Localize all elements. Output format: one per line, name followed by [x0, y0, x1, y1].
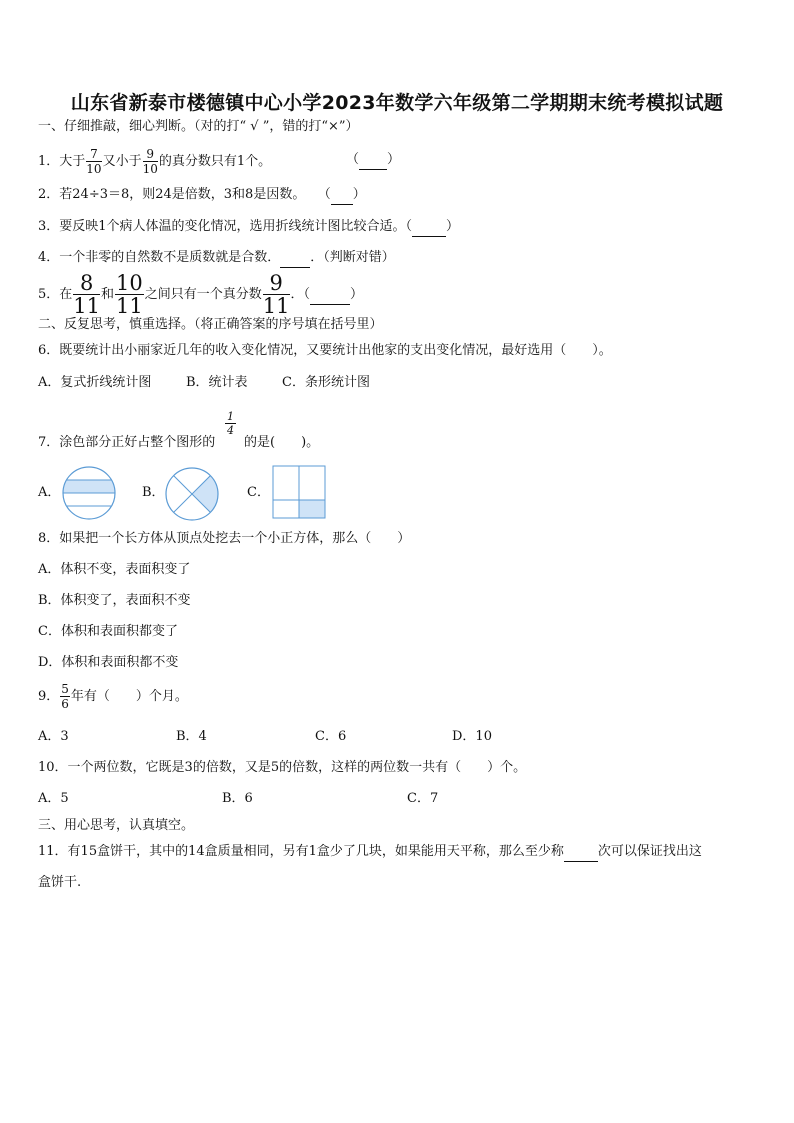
q10-option-b[interactable]: B．6: [222, 791, 253, 806]
q6-option-a[interactable]: A．复式折线统计图: [38, 375, 152, 390]
question-10: 10．一个两位数，它既是3的倍数，又是5的倍数，这样的两位数一共有（ ）个。: [38, 760, 527, 775]
answer-blank[interactable]: [280, 249, 310, 268]
q7-option-c-label[interactable]: C．: [247, 485, 270, 500]
q10-option-a[interactable]: A．5: [38, 791, 69, 806]
question-1-answer-parens: （ ）: [346, 151, 400, 170]
q9-option-d[interactable]: D．10: [452, 729, 492, 744]
fraction-9-11: $\frac{9}{11}$: [262, 271, 290, 318]
answer-blank[interactable]: [331, 186, 353, 205]
q8-option-b[interactable]: B．体积变了，表面积不变: [38, 593, 191, 608]
fraction-1-4: 1 4: [227, 410, 234, 437]
question-11-line2: 盒饼干.: [38, 875, 82, 890]
question-4: 4．一个非零的自然数不是质数就是合数． ．（判断对错）: [38, 249, 395, 268]
fraction-10-11: $\frac{10}{11}$: [116, 271, 143, 318]
question-11: 11．有15盒饼干，其中的14盒质量相同，另有1盒少了几块，如果能用天平称，那么至少称 次可以保证找出这: [38, 843, 702, 862]
q7-figure-b-circle[interactable]: [164, 466, 220, 522]
question-2: 2．若24÷3＝8，则24是倍数，3和8是因数。 （ ）: [38, 186, 366, 205]
question-7: 7．涂色部分正好占整个图形的: [38, 435, 216, 450]
question-6: 6．既要统计出小丽家近几年的收入变化情况，又要统计出他家的支出变化情况，最好选用（ ）。: [38, 343, 612, 358]
question-9: 9． $\frac{5}{6}$ 年有（ ）个月。: [38, 682, 188, 711]
answer-blank[interactable]: [310, 286, 350, 305]
q7-option-b-label[interactable]: B．: [142, 485, 165, 500]
section-3-heading: 三、用心思考，认真填空。: [38, 818, 195, 833]
q10-option-c[interactable]: C．7: [407, 791, 439, 806]
answer-blank[interactable]: [359, 151, 387, 170]
q8-option-a[interactable]: A．体积不变，表面积变了: [38, 562, 191, 577]
question-5: 5．在 $\frac{8}{11}$ 和 $\frac{10}{11}$ 之间只有一个真分数 $\frac{9}{11}$ ．（ ）: [38, 271, 364, 318]
q7-figure-a-circle[interactable]: [62, 466, 116, 520]
fraction-5-6: $\frac{5}{6}$: [61, 682, 69, 711]
answer-blank[interactable]: [412, 218, 446, 237]
section-2-heading: 二、反复思考，慎重选择。（将正确答案的序号填在括号里）: [38, 317, 383, 332]
q6-option-c[interactable]: C．条形统计图: [282, 375, 370, 390]
question-7-tail: 的是( )。: [244, 435, 320, 450]
fraction-9-10: $\frac{9}{10}$: [142, 147, 158, 176]
q7-option-a-label[interactable]: A．: [38, 485, 61, 500]
answer-blank[interactable]: [564, 843, 598, 862]
section-1-heading: 一、仔细推敲，细心判断。（对的打“ √ ”，错的打“×”）: [38, 119, 359, 134]
q7-figure-c-square[interactable]: [272, 465, 326, 519]
q9-option-c[interactable]: C．6: [315, 729, 347, 744]
question-1: 1．大于 $\frac{7}{10}$ 又小于 $\frac{9}{10}$ 的真分数只有1个。: [38, 147, 272, 176]
fraction-8-11: $\frac{8}{11}$: [73, 271, 101, 318]
q9-option-b[interactable]: B．4: [176, 729, 207, 744]
q8-option-c[interactable]: C．体积和表面积都变了: [38, 624, 178, 639]
q9-option-a[interactable]: A．3: [38, 729, 69, 744]
q6-option-b[interactable]: B．统计表: [186, 375, 248, 390]
page-title: 山东省新泰市楼德镇中心小学2023年数学六年级第二学期期末统考模拟试题: [70, 92, 724, 114]
q8-option-d[interactable]: D．体积和表面积都不变: [38, 655, 179, 670]
question-8: 8．如果把一个长方体从顶点处挖去一个小正方体，那么（ ）: [38, 531, 411, 546]
fraction-7-10: $\frac{7}{10}$: [86, 147, 102, 176]
question-3: 3．要反映1个病人体温的变化情况，选用折线统计图比较合适。（ ）: [38, 218, 459, 237]
